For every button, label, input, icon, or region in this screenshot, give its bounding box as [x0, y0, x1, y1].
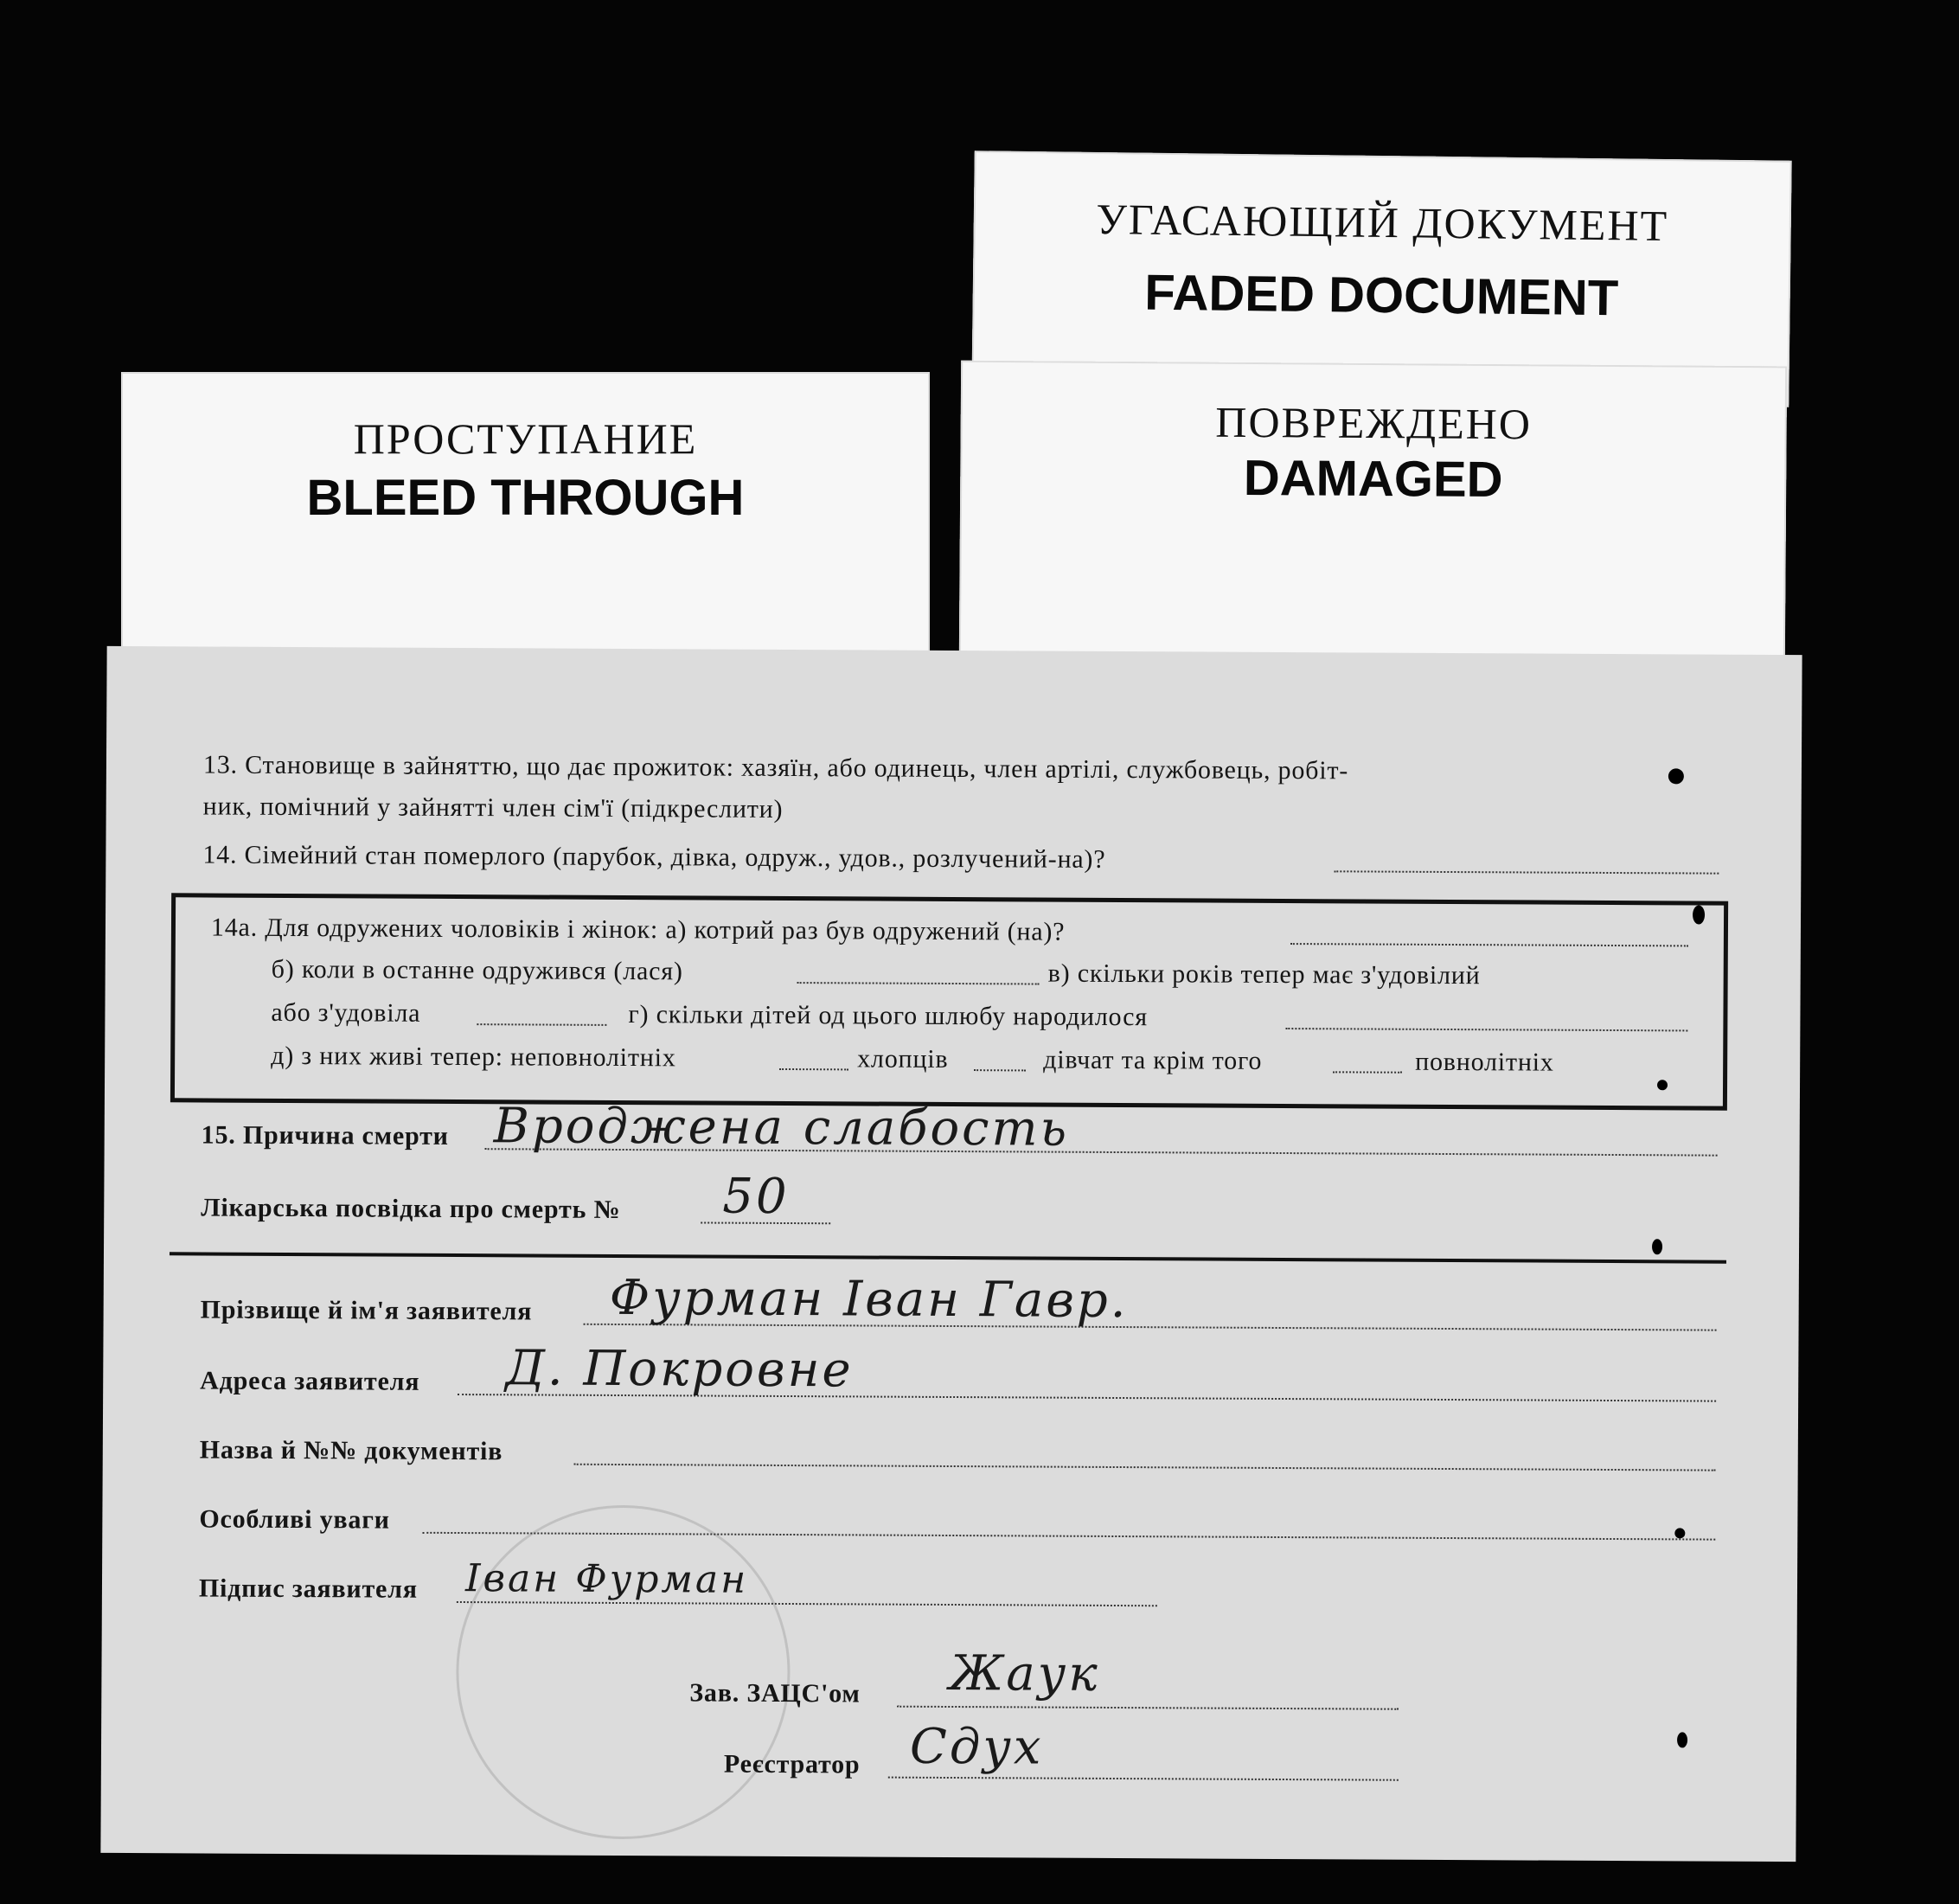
bleed-through-en: BLEED THROUGH	[306, 470, 745, 526]
documents-label: Назва й №№ документів	[199, 1435, 503, 1466]
head-of-registry-signature: Жаук	[949, 1644, 1100, 1702]
item14a-line4c: дівчат та крім того	[1043, 1045, 1263, 1075]
death-record-form	[100, 646, 1802, 1862]
faded-document-ru: УГАСАЮЩИЙ ДОКУМЕНТ	[1096, 194, 1669, 251]
item14a-boys-field	[974, 1069, 1026, 1071]
item14a-girls-field	[1333, 1071, 1402, 1073]
applicant-signature-label: Підпис заявителя	[198, 1574, 418, 1604]
registrar-signature: Сдух	[909, 1718, 1044, 1776]
applicant-name-handwritten-value: Фурман Іван Гавр.	[609, 1269, 1129, 1330]
head-of-registry-field	[897, 1706, 1399, 1710]
punch-hole-3	[1652, 1239, 1662, 1254]
item14a-line4a: д) з них живі тепер: неповнолітніх	[271, 1041, 676, 1073]
bleed-through-ru: ПРОСТУПАНИЕ	[353, 414, 698, 463]
damaged-label-card	[959, 361, 1787, 661]
applicant-signature-handwritten-value: Іван Фурман	[464, 1556, 749, 1602]
faded-document-en: FADED DOCUMENT	[1144, 264, 1619, 327]
punch-hole-5	[1677, 1732, 1687, 1747]
punch-hole-4	[1674, 1528, 1685, 1538]
head-of-registry-label: Зав. ЗАЦС'ом	[689, 1678, 861, 1708]
applicant-address-handwritten-value: Д. Покровне	[505, 1340, 854, 1399]
certificate-handwritten-value: 50	[722, 1168, 790, 1226]
item14a-minors-field	[779, 1068, 848, 1070]
item14a-line3a: або з'удовіла	[271, 997, 421, 1028]
certificate-label: Лікарська посвідка про смерть №	[201, 1193, 621, 1224]
applicant-address-label: Адреса заявителя	[200, 1366, 420, 1396]
applicant-name-label: Прізвище й ім'я заявителя	[200, 1295, 533, 1326]
punch-hole-top	[1668, 768, 1684, 784]
punch-hole-1	[1693, 905, 1705, 924]
item14a-line3b: г) скільки дітей од цього шлюбу народилося	[628, 1000, 1148, 1032]
remarks-label: Особливі уваги	[199, 1504, 390, 1535]
item14a-line4d: повнолітніх	[1415, 1047, 1554, 1077]
item15-label: 15. Причина смерти	[201, 1120, 449, 1151]
item13-line2: ник, помічний у зайнятті член сім'ї (підкреслити)	[202, 792, 784, 824]
punch-hole-2	[1657, 1080, 1668, 1090]
item14a-line2a: б) коли в останне одружився (лася)	[271, 954, 683, 986]
documents-field	[574, 1464, 1716, 1471]
item13-line1: 13. Становище в зайняттю, що дає прожиток: хазяїн, або одинець, член артілі, службовець, робіт-	[202, 750, 1349, 785]
item14a-line1: 14а. Для одружених чоловіків і жінок: а) котрий раз був одружений (на)?	[210, 913, 1066, 946]
bleed-through-label-card	[121, 372, 930, 657]
item14a-line4b: хлопців	[857, 1044, 949, 1074]
registrar-label: Реєстратор	[723, 1749, 861, 1779]
faded-stamp	[455, 1504, 791, 1840]
item15-handwritten-value: Вроджена слабость	[493, 1098, 1070, 1157]
item14a-line2b: в) скільки років тепер має з'удовілий	[1047, 958, 1481, 990]
section-divider	[170, 1252, 1726, 1263]
damaged-en: DAMAGED	[1243, 449, 1503, 509]
registrar-field	[888, 1777, 1399, 1781]
item14-label: 14. Сімейний стан померлого (парубок, дівка, одруж., удов., розлучений-на)?	[202, 840, 1106, 874]
item14-field	[1334, 870, 1719, 874]
damaged-ru: ПОВРЕЖДЕНО	[1215, 397, 1533, 449]
